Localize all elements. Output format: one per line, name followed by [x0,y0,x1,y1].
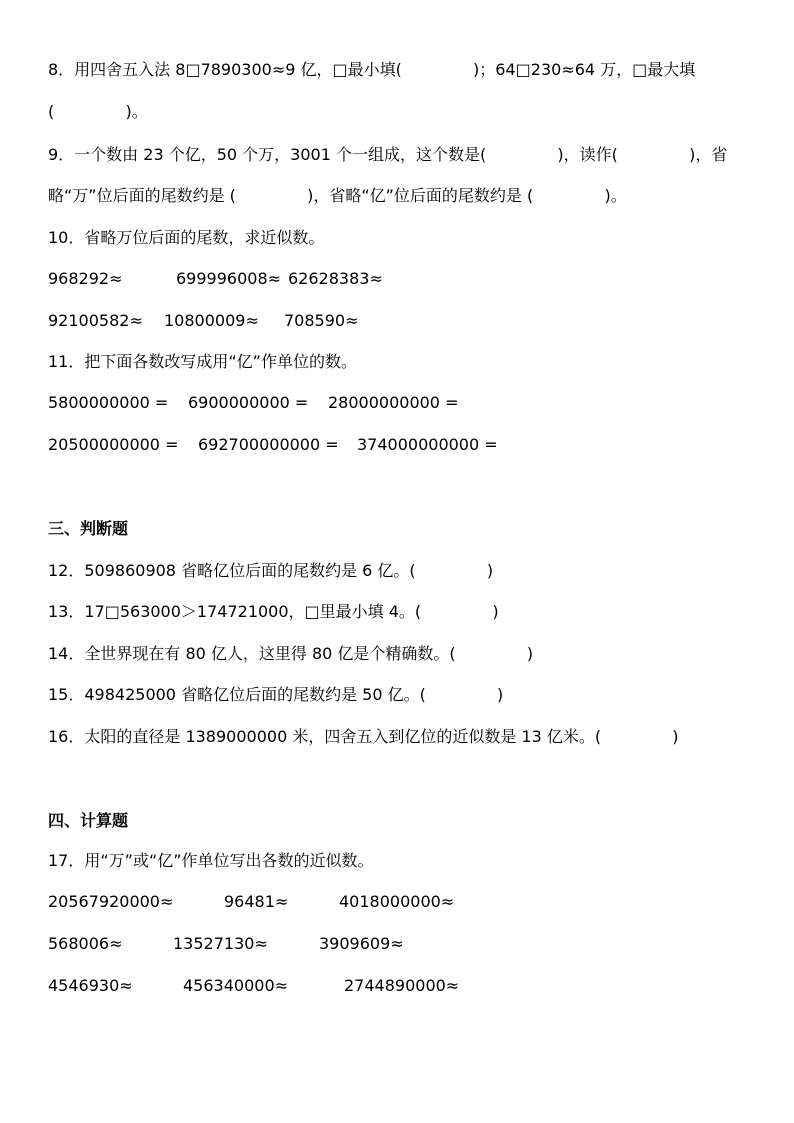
question-17-title [48,851,374,871]
q11-item: 28000000000 = [328,393,459,412]
question-10-title [48,228,324,248]
question-17-title-text: 17．用“万”或“亿”作单位写出各数的近似数。 [48,851,374,870]
q11-item: 20500000000 = [48,435,179,454]
q17-item: 4546930≈ [48,976,133,995]
q17-item: 568006≈ [48,934,123,953]
q17-item: 96481≈ [224,892,289,911]
q11-item: 692700000000 = [198,435,339,454]
q17-item: 2744890000≈ [344,976,460,995]
q11-item: 5800000000 = [48,393,169,412]
question-15-line [48,685,503,705]
question-11-title [48,352,357,372]
question-14-line [48,644,533,664]
question-16-text: 16．太阳的直径是 1389000000 米，四舍五入到亿位的近似数是 13 亿米。( ) [48,727,679,746]
question-15-text: 15．498425000 省略亿位后面的尾数约是 50 亿。( ) [48,685,504,704]
q10-item: 708590≈ [284,311,359,330]
question-9-line-1 [48,145,727,165]
question-8-line-2 [48,102,148,122]
question-12-text: 12．509860908 省略亿位后面的尾数约是 6 亿。( ) [48,561,494,580]
question-9-text-1: 9．一个数由 23 个亿，50 个万，3001 个一组成，这个数是( )，读作( )，省 [48,145,728,164]
q17-item: 4018000000≈ [339,892,455,911]
q17-item: 456340000≈ [183,976,289,995]
q11-item: 374000000000 = [357,435,498,454]
question-9-line-2 [48,186,627,206]
q10-item: 10800009≈ [164,311,259,330]
section-4-heading [48,811,128,831]
question-13-line [48,602,499,622]
question-8-line-1 [48,60,695,80]
question-10-title-text: 10．省略万位后面的尾数，求近似数。 [48,228,325,247]
q10-item: 62628383≈ [288,269,383,288]
question-13-text: 13．17□563000＞174721000，□里最小填 4。( ) [48,602,499,621]
section-3-title: 三、判断题 [48,519,129,538]
question-11-title-text: 11．把下面各数改写成用“亿”作单位的数。 [48,352,357,371]
section-4-title: 四、计算题 [48,811,129,830]
q10-item: 968292≈ [48,269,123,288]
question-8-text-1: 8．用四舍五入法 8□7890300≈9 亿，□最小填( )；64□230≈64 万，□最大填 [48,60,696,79]
question-16-line [48,727,679,747]
q10-item: 92100582≈ [48,311,143,330]
question-12-line [48,561,493,581]
question-9-text-2: 略“万”位后面的尾数约是 ( )，省略“亿”位后面的尾数约是 ( )。 [48,186,627,205]
q17-item: 3909609≈ [319,934,404,953]
q17-item: 13527130≈ [173,934,268,953]
q11-item: 6900000000 = [188,393,309,412]
question-8-text-2: ( )。 [48,102,148,121]
q10-item: 699996008≈ [176,269,282,288]
section-3-heading [48,519,128,539]
question-14-text: 14．全世界现在有 80 亿人，这里得 80 亿是个精确数。( ) [48,644,534,663]
q17-item: 20567920000≈ [48,892,174,911]
